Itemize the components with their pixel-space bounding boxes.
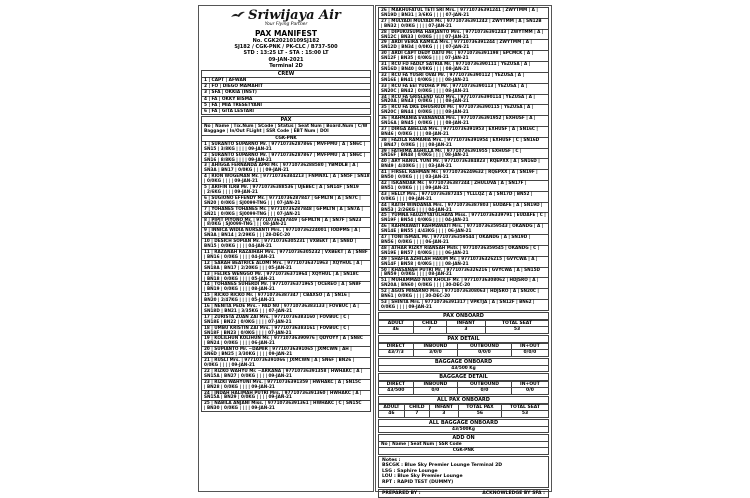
passenger-row-line: 4 | RION WOGEMAN Mr. | 97710736384213 | FNMNXL | A | SN5F | SN18	[204, 173, 370, 179]
table-header: INFANT	[429, 404, 458, 411]
passenger-row-line: SN21 | 0/0KG | SJ0099-TNG | | | 07-JAN-21	[204, 210, 301, 216]
table-header: CHILD	[404, 404, 429, 411]
passenger-row-line: 48 | ATHAR RIZKY RIANSAH Mstr. | 97710736359545 | OKANDG | C |	[381, 244, 540, 250]
passenger-row	[378, 257, 549, 268]
table-cell: 53	[501, 411, 548, 418]
passenger-row-line: | 2/6KG | | | | 09-JAN-21	[204, 189, 258, 194]
add-on-columns: No | Name | Seat Num | SSR Code	[378, 442, 549, 448]
table-header: IN+OUT	[511, 381, 548, 388]
passenger-row-line: BN51 | 0/0KG | | | | 09-JAN-21	[381, 184, 449, 190]
header-line: No. CGK20210109SJ182	[252, 38, 320, 44]
passenger-row-line: SN15A | BN27 | 0/0KG | | | | 09-JAN-21	[204, 372, 292, 378]
passenger-row-line: | BN59 | 0/0KG | | | | 08-JAN-21	[381, 271, 452, 277]
passenger-row-line: SN16A | BN45 | 0/0KG | | | | 08-JAN-21	[381, 120, 469, 126]
passenger-row-line: 44 | RATIH WINDANIA Mrs. | 97710736387803 | EUDAFE | A | SN19D |	[381, 201, 543, 207]
table-cell: 46	[379, 411, 405, 418]
passenger-row-line: | BN16 | 0/0KG | | | | 04-JAN-21	[204, 253, 275, 259]
table-header: TOTAL PAX	[458, 404, 501, 411]
passenger-row-line: 21 | RUSLI Mrs. | 97710736391066 | JXMCWN | A | SN6F | BN26 |	[204, 357, 355, 363]
table-header: CHILD	[413, 320, 446, 327]
notes-line: LOU : Blue Sky Premier Lounge	[382, 474, 463, 480]
passenger-row-line: 20 | SUPIANTO Mr. ~DAMIR | 97710736391065 | JXMCWN | AH |	[204, 346, 352, 352]
table-cell: 3/0/0	[413, 350, 458, 357]
passenger-row-line: SN20 | 0/0KG | SJ0099-TNG | | | 07-JAN-21	[204, 199, 301, 205]
passenger-row-line: 7 | YOHANES TOHANES Mr. | 97710736287848 | GFMLTN | A | SN7A |	[204, 205, 363, 211]
doc-title: PAX MANIFEST	[254, 29, 318, 38]
crew-member: 5 | FA | MIA TRESETYANI	[201, 103, 371, 109]
notes-box	[378, 456, 549, 488]
notes-line: RPT : RAPID TEST (DUMMY)	[382, 479, 454, 485]
bird-logo-icon	[231, 11, 245, 20]
passenger-row-line: SN16D | BN40 | 0/0KG | | | | 08-JAN-21	[381, 65, 470, 71]
header-line: Terminal 2D	[269, 62, 303, 69]
notes-heading: Notes :	[382, 457, 401, 463]
all-pax-title: ALL PAX ONBOARD	[378, 396, 549, 404]
table-header: IN+OUT	[511, 343, 548, 350]
table-header: ADULT	[379, 320, 414, 327]
passenger-row-line: 35 | RCU FA DKE DHUSRUDI Mr. | 97710736390115 | YEZUSA | A |	[381, 104, 534, 110]
passenger-row-line: SN20A | BN60 | 0/0KG | | | | 30-DEC-20	[381, 282, 471, 288]
table-cell: 43/7/3	[379, 350, 414, 357]
table-header: OUTBOUND	[458, 381, 512, 388]
pax-heading: PAX	[201, 116, 371, 124]
passenger-row-line: BN49 | 4/40KG | | | | 03-JAN-21	[381, 163, 452, 169]
passenger-row-line: SN18A | BN17 | 2/20KG | | | 05-JAN-21	[204, 264, 292, 270]
table-cell: 0/0	[458, 388, 512, 395]
passenger-row-line: 34 | RCU FA GRISLEND GLO Mrs. | 97710736390114 | YEZUSA | A |	[381, 93, 535, 99]
passenger-row-line: BN53 | 2/26KG | | | | 04-JAN-21	[381, 206, 452, 212]
passenger-row-line: 50 | KHASANAH PUTRI Mr. | 97710736326216 | GVYCWA | A | SN15D	[381, 266, 540, 272]
header-line: STD : 13:25 LT - STA : 15:00 LT	[243, 50, 329, 57]
all-pax-table	[378, 404, 549, 418]
passenger-row	[201, 401, 371, 412]
all-baggage-title: ALL BAGGAGE ONBOARD	[378, 419, 549, 427]
passenger-row-line: SN14E | BN55 | 4/43KG | | | | 06-JAN-21	[381, 228, 472, 234]
passenger-row-line: 22 | RIZKO WAHYU Mr. ~ARKANA | 97710736391358 | HWHAKC | A |	[204, 367, 363, 373]
table-cell: 46	[379, 327, 414, 334]
passenger-row-line: 25 | NABILA ANJANI Miss. | 97710736391361 | HWHAKC | C | SN15C	[204, 400, 362, 406]
passenger-row-line: SN18F | BN23 | 0/0KG | | | | 07-JAN-21	[204, 329, 292, 335]
passenger-row-line: 36 | RAHMANIA EVANANDA Mrs. | 97710736391952 | EXHUSF | A |	[381, 115, 536, 121]
passenger-row-line: SN6D | BN25 | 3/30KG | | | | 09-JAN-21	[204, 351, 293, 357]
pax-onboard-table	[378, 320, 549, 334]
table-cell: 0/0/0	[511, 350, 548, 357]
passenger-row-line: 3 | AHIGGA FERNANDA APRI Mr. | 97710736288580 | YBMDLB | A |	[204, 162, 359, 168]
table-header: INBOUND	[413, 381, 458, 388]
passenger-row-line: SN12C | BN33 | 0/0KG | | | | 07-JAN-21	[381, 33, 469, 39]
table-cell: 0/0	[511, 388, 548, 395]
pax-columns: No | Name | Tix.Num | SCode | Status | Seat Num | Board.Num | C/W Baggage | In/Out FLight | SSR Code | EBT Num | DOI	[201, 124, 371, 135]
table-cell: 0/0	[413, 388, 458, 395]
crew-member: 2 | FO | DIEGO MAMAHIT	[201, 84, 371, 90]
passenger-row-line: 40 | ARY HANUL YUNI Mr. | 97710736384823 | RQEPXX | A | SN16D |	[381, 158, 540, 164]
passenger-row-line: | 0/0KG | | | | 09-JAN-21	[204, 178, 258, 184]
passenger-row-line: SN19F | BN54 | 0/0KG | | | | 04-JAN-21	[381, 217, 469, 223]
passenger-row-line: SN12D | BN34 | 0/0KG | | | | 07-JAN-21	[381, 44, 470, 50]
passenger-row-line: SN12F | BN35 | 0/0KG | | | | 07-JAN-21	[381, 55, 469, 61]
passenger-row-line: SN19E | BN57 | 0/0KG | | | | 06-JAN-21	[381, 249, 469, 255]
passenger-row-line: SN20C | BN44 | 0/0KG | | | | 08-JAN-21	[381, 109, 469, 115]
passenger-row-line: 6 | SUGIONO EFFENDY Mr. | 97710736287847 | GFMLTN | A | SN7C |	[204, 194, 361, 200]
passenger-row-line: 32 | RCU FA YUSRI OVAI Mr. | 97710736390112 | YEZUSA | A |	[381, 71, 525, 77]
passenger-row-line: 13 | FELIKS WENGGO Mr. | 97710736371964 | XQYHUL | A | SN18C	[204, 270, 359, 276]
passenger-row-line: SN15 | 3/8KG | | | | 09-JAN-21	[204, 145, 272, 151]
passenger-row-line: BN46 | 0/0KG | | | | 08-JAN-21	[381, 130, 449, 136]
airline-logo	[199, 8, 373, 23]
passenger-row-line: 30 | ARDI CAPT DEDY DATU Mr. | 97710736391198 | EPCMCK | A |	[381, 50, 534, 56]
table-cell: 3	[429, 411, 458, 418]
prepared-by-label: PREPARED BY :	[382, 490, 421, 496]
passenger-row-line: 18 | UMBU KRISTIN ZAI Mrs. | 97710736383161 | FOVBUC | C |	[204, 324, 350, 330]
passenger-row-line: | BN18 | 0/0KG | | | | 05-JAN-21	[204, 275, 275, 281]
signature-row	[378, 489, 549, 498]
table-header: TOTAL SEAT	[485, 320, 548, 327]
passenger-row-line: SN16F | BN48 | 0/0KG | | | | 08-JAN-21	[381, 152, 469, 158]
crew-heading: CREW	[201, 70, 371, 78]
passenger-row-line: 1 | SURANTO SUPARNO Mr. | 97710736287866 | MVFPMU | A | SN6C |	[204, 140, 366, 146]
notes-line: BSCGK : Blue Sky Premier Lounge Terminal 2D	[382, 463, 503, 469]
passenger-row-line: 19 | KOLILHUN KOLIHUN Mr. | 97710736390976 | QDYOYY | A | SN8C	[204, 335, 363, 341]
passenger-row-line: | BN24 | 0/0KG | | | | 06-JAN-21	[204, 340, 275, 346]
passenger-row-line: | BN19 | 0/0KG | | | | 08-JAN-21	[204, 286, 275, 292]
passenger-row-line: 41 | FIRSEL RAHMAN Mr. | 97710736249632 | RQEPXX | A | SN19F |	[381, 169, 538, 175]
table-header: TOTAL SEAT	[501, 404, 548, 411]
pax-detail-title: PAX DETAIL	[378, 335, 549, 343]
passenger-row	[201, 207, 371, 218]
all-baggage-value: 43/500Kg	[378, 427, 549, 433]
passenger-row	[378, 192, 549, 203]
passenger-row-line: 5 | ARIFIN ILRB Mr. | 97710736388536 | UJEBEC | A | SN14F | SN19	[204, 184, 359, 190]
passenger-row-line: 45 | YUMNA FAUZIYYATULHAYA Miss. | 97710736339791 | EUDAFE | C |	[381, 212, 546, 218]
right-passenger-list	[376, 7, 551, 311]
passenger-row-line: BN15 | 0/0KG | | | | 04-JAN-21	[204, 243, 272, 249]
passenger-row-line: 14 | TOHANES SUHERDI Mr. | 97710736371965 | OCEREO | A | SN8F	[204, 281, 362, 287]
crew-member: 6 | FA | GITA LESTARI	[201, 109, 371, 115]
table-header: OUTBOUND	[458, 343, 512, 350]
passenger-row-line: 52 | AGUS MINARNO Mrs. | 97710736308063 | HDJSRO | A | SN20C |	[381, 288, 539, 294]
add-on-route: CGK-PNK	[378, 448, 549, 454]
table-header: INFANT	[446, 320, 485, 327]
passenger-row-line: 37 | DIRGA ABELLIA Mrs. | 97710736391953 | EXHUSF | A | SN16C |	[381, 125, 538, 131]
passenger-row-line: 31 | RCU FD FADLY SATRIA Mr. | 97710736390111 | YEZUSA | A |	[381, 61, 531, 67]
passenger-row-line: SN3A | BN14 | 2/29KG | | | 28-DEC-20	[204, 232, 291, 238]
baggage-onboard-value: 43/500 Kg	[378, 366, 549, 372]
airline-slogan: Your Flying Partner	[264, 22, 308, 27]
passenger-row-line: 24 | INDAH HALIMAH PUTRI Mrs. | 97710736391360 | HWHAKC | A |	[204, 389, 362, 395]
passenger-row-line: BN50 | 0/0KG | | | | 03-JAN-21	[381, 174, 449, 180]
passenger-row-line: 33 | RCU FA EEI YUDHA P Mr. | 97710736390113 | YEZUSA | A |	[381, 82, 528, 88]
passenger-row-line: BN56 | 0/0KG | | | | 06-JAN-21	[381, 238, 449, 244]
table-cell: 3	[446, 327, 485, 334]
passenger-row-line: | BN28 | 0/0KG | | | | 09-JAN-21	[204, 383, 275, 389]
table-header: ADULT	[379, 404, 405, 411]
table-header: INBOUND	[413, 343, 458, 350]
passenger-row-line: 49 | SHAFIA AZHILAH HAKIM Mr. | 97710736326215 | GVYCWA | A |	[381, 255, 538, 261]
passenger-row-line: 12 | SARAH BEATRICE ALOMI Mrs. | 97710736371963 | XQYHUL | A |	[204, 259, 363, 265]
left-passenger-list	[199, 142, 373, 412]
table-cell: 7	[413, 327, 446, 334]
passenger-row-line: 10 | DESICH SOPIAN Mr. | 97710736305231 | VXBEKT | A | SN8D |	[204, 238, 357, 244]
notes-line: LSG : Saphire Lounge	[382, 468, 438, 474]
passenger-row-line: 43 | HELLY Mrs. | 97710736387245 | YLLLQZ | A | SN17D | BN52 |	[381, 190, 533, 196]
acknowledge-label: ACKNOWLEDGE BY SFA :	[482, 490, 545, 496]
passenger-row-line: 15 | RICKO RICKO Mr. | 97710736387347 | CBAXSO | A | SN16 |	[204, 292, 350, 298]
passenger-row-line: | 8/0KG | SJ0099-TNG | | | 08-JAN-21	[204, 221, 287, 227]
passenger-row-line: SN20A | BN43 | 0/0KG | | | | 08-JAN-21	[381, 98, 469, 104]
header-line: 09-JAN-2021	[268, 56, 304, 63]
route-label: CGK-PNK	[201, 136, 371, 142]
passenger-row-line: SN16E | BN41 | 0/0KG | | | | 08-JAN-21	[381, 76, 469, 82]
baggage-detail-title: BAGGAGE DETAIL	[378, 373, 549, 381]
pax-onboard-title: PAX ONBOARD	[378, 312, 549, 320]
pax-detail-table	[378, 343, 549, 357]
passenger-row	[201, 261, 371, 272]
passenger-row-line: BN61 | 0/0KG | | | | 30-DEC-20	[381, 293, 451, 299]
baggage-onboard-title: BAGGAGE ONBOARD	[378, 358, 549, 366]
passenger-row-line: SN16 | 8/8KG | | | | 09-JAN-21	[204, 156, 272, 162]
passenger-row	[378, 19, 549, 30]
passenger-row-line: SN15A | BN29 | 0/0KG | | | | 09-JAN-21	[204, 394, 292, 400]
passenger-row-line: 0/0KG | | | | 09-JAN-21	[381, 303, 432, 309]
passenger-row-line: 46 | RAHMAWATI RAHMAWATI Mrs. | 97710736359543 | OKANDG | A |	[381, 223, 544, 229]
passenger-row	[378, 84, 549, 95]
passenger-row-line: 42 | ISKANDAR Mr. | 97710736387244 | ZHULUVA | A | SN17F |	[381, 180, 527, 185]
table-cell: 56	[458, 411, 501, 418]
table-header: DIRECT	[379, 343, 414, 350]
passenger-row-line: 17 | ZURISTA ZUAN ZAI Mrs. | 97710736383160 | FOVBUC | C |	[204, 313, 350, 319]
table-cell: 43/500	[379, 388, 414, 395]
header-line: SJ182 / CGK-PNK / PK-CLC / B737-500	[234, 44, 338, 51]
passenger-row-line: SN20C | BN42 | 0/0KG | | | | 08-JAN-21	[381, 87, 469, 93]
passenger-row	[378, 138, 549, 149]
airline-name: Sriwijaya Air	[248, 8, 341, 23]
manifest-right-column	[375, 5, 552, 496]
passenger-row-line: 0/0KG | | | | 09-JAN-21	[381, 195, 432, 201]
passenger-row-line: 28 | DIPUKUSUMA HARJANTO Mrs. | 97710736391243 | ZWYTMM | A |	[381, 28, 544, 34]
passenger-row-line: 53 | SHINTA Mrs. | 97710736391317 | VPKTJA | A | SN12F | BN62 |	[381, 298, 535, 304]
passenger-row-line: 16 | NENITA PEDE Mrs. - PAD NU | 97710736383133 | FOVBUC | A |	[204, 303, 359, 309]
passenger-row-line: BN20 | 2/47KG | | | | 05-JAN-21	[204, 297, 275, 303]
crew-member: 4 | FA | OKKY BISMA	[201, 97, 371, 103]
crew-member: 1 | CAPT | AFWAN	[201, 78, 371, 84]
passenger-row	[201, 380, 371, 391]
manifest-left-column	[198, 5, 374, 492]
passenger-row-line: 11 | RAZANAH RAZAIHAH Mrs. | 97710736305232 | VXBEKT | A | SN8F	[204, 248, 368, 254]
passenger-row-line: 27 | MULYADI MULYADI Mr. | 97710736391242 | ZWYTMM | A | SN12B	[381, 17, 542, 23]
passenger-row-line: 29 | ARDI VEIRA KAMILA Mrs. | 97710736391244 | ZWYTMM | A |	[381, 39, 532, 45]
crew-member: 3 | SFA | OKKIA (INST)	[201, 90, 371, 96]
passenger-row-line: 23 | RIZKI WAHYUNI Mrs. | 97710736391359 | HWHAKC | A | SN15C	[204, 378, 362, 384]
passenger-row-line: | BN32 | 0/0KG | | | | 07-JAN-21	[381, 22, 452, 28]
passenger-row	[378, 300, 549, 311]
passenger-row-line: 26 | MAKHUFATUL TETI SRI Mrs. | 97710736391241 | ZWYTMM | A |	[381, 7, 538, 12]
manifest-header	[199, 6, 373, 69]
passenger-row-line: SN18D | BN21 | 3/35KG | | | 07-JAN-21	[204, 307, 293, 313]
passenger-row-line: 39 | FATHIMA AGHILLA Mr. | 97710736391955 | EXHUSF | C |	[381, 147, 522, 153]
table-cell: 7	[404, 411, 429, 418]
add-on-title: ADD ON	[378, 434, 549, 442]
baggage-detail-table	[378, 381, 549, 395]
table-cell: 53	[485, 327, 548, 334]
passenger-row-line: SN14F | BN58 | 0/0KG | | | | 08-JAN-21	[381, 260, 469, 266]
table-cell: 0/0/0	[458, 350, 512, 357]
passenger-row-line: SN19D | BN31 | 3/6KG | | | | 07-JAN-21	[381, 11, 470, 17]
passenger-row-line: SN3A | BN17 | 0/0KG | | | | 09-JAN-21	[204, 167, 289, 173]
passenger-row-line: 8 | PIPIT PIYONO Mr. | 97710736287849 | GFMLTN | A | SN7F | SN23	[204, 216, 362, 222]
passenger-row-line: 51 | MUHAMMAD NUR KHOLIF Mr. | 97710736308062 | HDJSRO | A |	[381, 277, 539, 283]
passenger-row-line: 9 | INNICA WIDIA NURSANTI Mrs. | 97710736224001 | IODPMS | A |	[204, 227, 361, 233]
passenger-row-line: 47 | TONI ISMAIL Mr. | 97710736359544 | OKANDG | A | SN19D |	[381, 234, 531, 240]
passenger-row-line: 2 | SURANTO SUPARNO Mr. | 97710736287867 | MVFPMU | A | SN6C |	[204, 151, 366, 157]
passenger-row-line: | BN47 | 0/0KG | | | | 08-JAN-21	[381, 141, 452, 147]
passenger-row-line: SN18E | BN22 | 0/0KG | | | | 07-JAN-21	[204, 318, 292, 324]
passenger-row-line: 0/0KG | | | | 09-JAN-21	[204, 362, 255, 367]
table-header: DIRECT	[379, 381, 414, 388]
passenger-row-line: | BN30 | 0/0KG | | | | 09-JAN-21	[204, 405, 275, 411]
passenger-row-line: 38 | FAZILA RAMANIA Mrs. | 97710736391954 | EXHUSF | C | SN16D	[381, 136, 540, 142]
